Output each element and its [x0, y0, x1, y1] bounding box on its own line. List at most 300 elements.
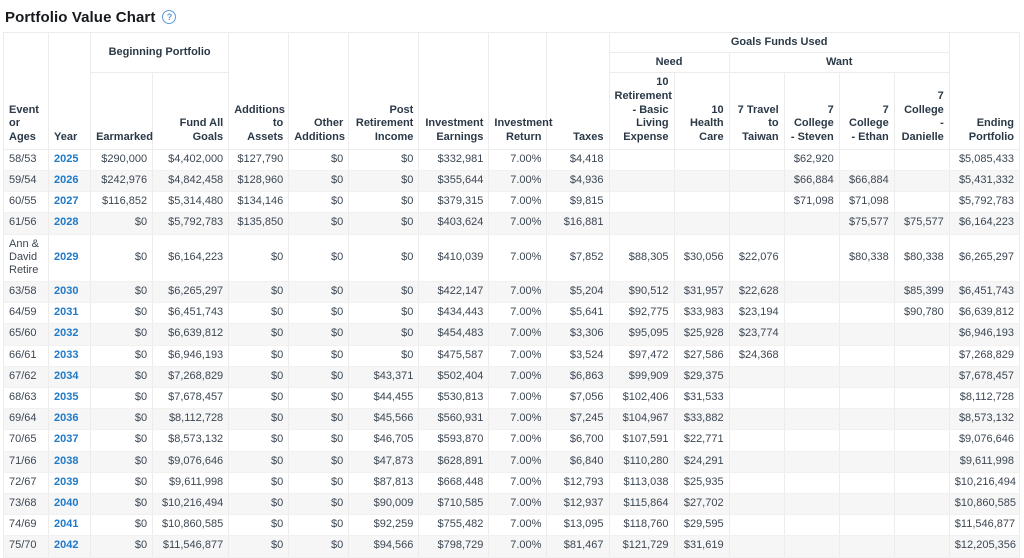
cell-college_ethan: $71,098 — [839, 192, 894, 213]
cell-retirement_basic_living_expense: $113,038 — [609, 472, 674, 493]
cell-ending_portfolio: $6,164,223 — [949, 213, 1019, 234]
year-link[interactable]: 2029 — [54, 250, 79, 263]
cell-college_ethan — [839, 282, 894, 303]
cell-health_care: $31,533 — [674, 388, 729, 409]
cell-event: 60/55 — [4, 192, 49, 213]
group-header-need: Need — [609, 53, 729, 73]
cell-travel_to_taiwan — [729, 536, 784, 557]
table-row — [4, 515, 1020, 536]
table-row — [4, 409, 1020, 430]
cell-year — [49, 515, 91, 536]
cell-additions_to_assets: $0 — [229, 282, 289, 303]
table-body — [4, 149, 1020, 557]
cell-health_care: $29,375 — [674, 366, 729, 387]
year-link[interactable]: 2042 — [54, 539, 79, 552]
cell-ending_portfolio: $12,205,356 — [949, 536, 1019, 557]
col-header-earmarked: Earmarked — [91, 73, 153, 150]
cell-other_additions: $0 — [289, 303, 349, 324]
cell-fund_all_goals: $8,573,132 — [153, 430, 229, 451]
cell-additions_to_assets: $0 — [229, 324, 289, 345]
cell-event: Ann & David Retire — [4, 234, 49, 282]
cell-earmarked: $0 — [91, 282, 153, 303]
cell-taxes: $7,245 — [547, 409, 609, 430]
cell-other_additions: $0 — [289, 324, 349, 345]
cell-college_steven — [784, 388, 839, 409]
cell-fund_all_goals: $6,451,743 — [153, 303, 229, 324]
cell-taxes: $9,815 — [547, 192, 609, 213]
cell-other_additions: $0 — [289, 472, 349, 493]
cell-event: 61/56 — [4, 213, 49, 234]
cell-event: 67/62 — [4, 366, 49, 387]
cell-other_additions: $0 — [289, 170, 349, 191]
cell-ending_portfolio: $10,216,494 — [949, 472, 1019, 493]
year-link[interactable]: 2025 — [54, 152, 79, 165]
cell-taxes: $4,936 — [547, 170, 609, 191]
cell-college_steven — [784, 536, 839, 557]
cell-college_steven — [784, 409, 839, 430]
cell-college_steven — [784, 472, 839, 493]
cell-travel_to_taiwan — [729, 366, 784, 387]
cell-fund_all_goals: $6,265,297 — [153, 282, 229, 303]
cell-travel_to_taiwan — [729, 149, 784, 170]
cell-post_retirement_income: $0 — [349, 345, 419, 366]
col-header-additions-to-assets: Additions to Assets — [229, 33, 289, 150]
cell-event: 64/59 — [4, 303, 49, 324]
cell-taxes: $6,840 — [547, 451, 609, 472]
cell-earmarked: $0 — [91, 324, 153, 345]
cell-college_danielle — [894, 149, 949, 170]
col-header-college-danielle: 7 College - Danielle — [894, 73, 949, 150]
cell-ending_portfolio: $10,860,585 — [949, 493, 1019, 514]
cell-investment_earnings: $755,482 — [419, 515, 489, 536]
cell-event: 63/58 — [4, 282, 49, 303]
col-header-fund-all-goals: Fund All Goals — [153, 73, 229, 150]
table-row — [4, 536, 1020, 557]
cell-college_danielle — [894, 536, 949, 557]
cell-post_retirement_income: $46,705 — [349, 430, 419, 451]
cell-college_ethan — [839, 451, 894, 472]
cell-travel_to_taiwan — [729, 430, 784, 451]
cell-earmarked: $0 — [91, 515, 153, 536]
cell-college_steven — [784, 234, 839, 282]
cell-taxes: $5,641 — [547, 303, 609, 324]
cell-ending_portfolio: $5,792,783 — [949, 192, 1019, 213]
table-row — [4, 213, 1020, 234]
cell-health_care: $30,056 — [674, 234, 729, 282]
cell-additions_to_assets: $135,850 — [229, 213, 289, 234]
cell-fund_all_goals: $10,860,585 — [153, 515, 229, 536]
cell-retirement_basic_living_expense: $104,967 — [609, 409, 674, 430]
cell-post_retirement_income: $0 — [349, 149, 419, 170]
cell-college_steven — [784, 282, 839, 303]
cell-retirement_basic_living_expense: $107,591 — [609, 430, 674, 451]
cell-earmarked: $0 — [91, 409, 153, 430]
cell-retirement_basic_living_expense: $110,280 — [609, 451, 674, 472]
col-header-year: Year — [49, 33, 91, 150]
cell-ending_portfolio: $5,085,433 — [949, 149, 1019, 170]
cell-travel_to_taiwan: $24,368 — [729, 345, 784, 366]
cell-post_retirement_income: $94,566 — [349, 536, 419, 557]
cell-earmarked: $0 — [91, 493, 153, 514]
year-link[interactable]: 2037 — [54, 433, 79, 446]
cell-other_additions: $0 — [289, 493, 349, 514]
cell-ending_portfolio: $11,546,877 — [949, 515, 1019, 536]
cell-event: 59/54 — [4, 170, 49, 191]
cell-travel_to_taiwan — [729, 472, 784, 493]
cell-ending_portfolio: $6,639,812 — [949, 303, 1019, 324]
cell-health_care: $29,595 — [674, 515, 729, 536]
cell-investment_return: 7.00% — [489, 282, 547, 303]
cell-ending_portfolio: $9,611,998 — [949, 451, 1019, 472]
cell-earmarked: $0 — [91, 366, 153, 387]
cell-college_ethan: $80,338 — [839, 234, 894, 282]
cell-fund_all_goals: $7,268,829 — [153, 366, 229, 387]
cell-retirement_basic_living_expense: $121,729 — [609, 536, 674, 557]
year-link[interactable]: 2031 — [54, 306, 79, 319]
cell-college_ethan — [839, 345, 894, 366]
table-row — [4, 282, 1020, 303]
cell-year — [49, 345, 91, 366]
cell-year — [49, 149, 91, 170]
cell-additions_to_assets: $0 — [229, 472, 289, 493]
cell-event: 73/68 — [4, 493, 49, 514]
cell-college_steven — [784, 430, 839, 451]
cell-health_care: $33,983 — [674, 303, 729, 324]
cell-year — [49, 213, 91, 234]
col-header-college-steven: 7 College - Steven — [784, 73, 839, 150]
col-header-investment-return: Investment Return — [489, 33, 547, 150]
cell-investment_return: 7.00% — [489, 324, 547, 345]
cell-investment_return: 7.00% — [489, 515, 547, 536]
cell-travel_to_taiwan — [729, 388, 784, 409]
cell-ending_portfolio: $8,112,728 — [949, 388, 1019, 409]
cell-investment_return: 7.00% — [489, 430, 547, 451]
cell-college_ethan — [839, 472, 894, 493]
cell-taxes: $12,793 — [547, 472, 609, 493]
cell-retirement_basic_living_expense — [609, 213, 674, 234]
year-link[interactable]: 2039 — [54, 475, 79, 488]
cell-event: 75/70 — [4, 536, 49, 557]
cell-investment_earnings: $454,483 — [419, 324, 489, 345]
cell-college_ethan — [839, 366, 894, 387]
cell-college_ethan — [839, 303, 894, 324]
cell-other_additions: $0 — [289, 515, 349, 536]
cell-earmarked: $0 — [91, 388, 153, 409]
cell-additions_to_assets: $0 — [229, 515, 289, 536]
cell-other_additions: $0 — [289, 282, 349, 303]
col-header-investment-earnings: Investment Earnings — [419, 33, 489, 150]
cell-earmarked: $0 — [91, 234, 153, 282]
page-title: Portfolio Value Chart — [5, 8, 156, 26]
cell-earmarked: $242,976 — [91, 170, 153, 191]
cell-fund_all_goals: $5,314,480 — [153, 192, 229, 213]
cell-additions_to_assets: $0 — [229, 345, 289, 366]
cell-ending_portfolio: $6,451,743 — [949, 282, 1019, 303]
year-link[interactable]: 2032 — [54, 327, 79, 340]
cell-travel_to_taiwan — [729, 515, 784, 536]
cell-college_steven — [784, 345, 839, 366]
cell-retirement_basic_living_expense: $118,760 — [609, 515, 674, 536]
year-link[interactable]: 2040 — [54, 496, 79, 509]
year-link[interactable]: 2034 — [54, 369, 79, 382]
cell-investment_return: 7.00% — [489, 303, 547, 324]
cell-investment_earnings: $403,624 — [419, 213, 489, 234]
cell-health_care: $31,619 — [674, 536, 729, 557]
cell-retirement_basic_living_expense — [609, 149, 674, 170]
year-link[interactable]: 2027 — [54, 195, 79, 208]
cell-other_additions: $0 — [289, 388, 349, 409]
table-row — [4, 366, 1020, 387]
cell-college_steven: $66,884 — [784, 170, 839, 191]
cell-fund_all_goals: $7,678,457 — [153, 388, 229, 409]
cell-post_retirement_income: $0 — [349, 192, 419, 213]
portfolio-value-table — [3, 32, 1020, 558]
cell-retirement_basic_living_expense: $95,095 — [609, 324, 674, 345]
cell-college_steven — [784, 451, 839, 472]
cell-college_ethan — [839, 409, 894, 430]
col-header-ending-portfolio: Ending Portfolio — [949, 33, 1019, 150]
cell-fund_all_goals: $6,639,812 — [153, 324, 229, 345]
cell-investment_return: 7.00% — [489, 409, 547, 430]
cell-ending_portfolio: $5,431,332 — [949, 170, 1019, 191]
cell-additions_to_assets: $128,960 — [229, 170, 289, 191]
table-row — [4, 451, 1020, 472]
cell-travel_to_taiwan — [729, 192, 784, 213]
title-bar — [0, 0, 1024, 32]
cell-earmarked: $116,852 — [91, 192, 153, 213]
table-row — [4, 192, 1020, 213]
year-link[interactable]: 2028 — [54, 216, 79, 229]
cell-taxes: $13,095 — [547, 515, 609, 536]
cell-post_retirement_income: $0 — [349, 234, 419, 282]
help-icon[interactable]: ? — [162, 10, 176, 24]
cell-earmarked: $0 — [91, 430, 153, 451]
cell-college_danielle — [894, 170, 949, 191]
cell-college_danielle — [894, 430, 949, 451]
cell-college_danielle — [894, 493, 949, 514]
cell-taxes: $16,881 — [547, 213, 609, 234]
cell-year — [49, 192, 91, 213]
cell-college_ethan — [839, 149, 894, 170]
cell-retirement_basic_living_expense — [609, 170, 674, 191]
cell-health_care — [674, 192, 729, 213]
cell-post_retirement_income: $92,259 — [349, 515, 419, 536]
cell-health_care — [674, 170, 729, 191]
cell-taxes: $5,204 — [547, 282, 609, 303]
cell-post_retirement_income: $45,566 — [349, 409, 419, 430]
cell-college_danielle — [894, 472, 949, 493]
cell-additions_to_assets: $0 — [229, 493, 289, 514]
cell-fund_all_goals: $9,076,646 — [153, 451, 229, 472]
col-header-college-ethan: 7 College - Ethan — [839, 73, 894, 150]
cell-investment_earnings: $379,315 — [419, 192, 489, 213]
group-header-beginning-portfolio: Beginning Portfolio — [91, 33, 229, 73]
cell-event: 72/67 — [4, 472, 49, 493]
cell-investment_return: 7.00% — [489, 451, 547, 472]
cell-other_additions: $0 — [289, 213, 349, 234]
year-link[interactable]: 2030 — [54, 285, 79, 298]
group-header-want: Want — [729, 53, 949, 73]
cell-investment_earnings: $628,891 — [419, 451, 489, 472]
cell-other_additions: $0 — [289, 451, 349, 472]
cell-other_additions: $0 — [289, 366, 349, 387]
cell-travel_to_taiwan: $22,628 — [729, 282, 784, 303]
cell-college_steven — [784, 303, 839, 324]
cell-travel_to_taiwan: $23,774 — [729, 324, 784, 345]
cell-investment_return: 7.00% — [489, 192, 547, 213]
cell-post_retirement_income: $47,873 — [349, 451, 419, 472]
year-link[interactable]: 2035 — [54, 391, 79, 403]
cell-earmarked: $0 — [91, 472, 153, 493]
cell-travel_to_taiwan: $23,194 — [729, 303, 784, 324]
cell-year — [49, 366, 91, 387]
cell-retirement_basic_living_expense: $115,864 — [609, 493, 674, 514]
cell-year — [49, 234, 91, 282]
cell-taxes: $3,524 — [547, 345, 609, 366]
cell-post_retirement_income: $0 — [349, 282, 419, 303]
table-row — [4, 170, 1020, 191]
cell-investment_return: 7.00% — [489, 536, 547, 557]
cell-fund_all_goals: $6,946,193 — [153, 345, 229, 366]
table-row — [4, 430, 1020, 451]
cell-health_care: $25,935 — [674, 472, 729, 493]
cell-fund_all_goals: $9,611,998 — [153, 472, 229, 493]
cell-other_additions: $0 — [289, 234, 349, 282]
cell-college_steven — [784, 515, 839, 536]
cell-fund_all_goals: $10,216,494 — [153, 493, 229, 514]
col-header-travel-to-taiwan: 7 Travel to Taiwan — [729, 73, 784, 150]
col-header-event-or-ages: Event or Ages — [4, 33, 49, 150]
cell-college_ethan — [839, 536, 894, 557]
col-header-health-care: 10 Health Care — [674, 73, 729, 150]
cell-post_retirement_income: $90,009 — [349, 493, 419, 514]
year-link[interactable]: 2038 — [54, 454, 79, 467]
cell-travel_to_taiwan — [729, 213, 784, 234]
cell-investment_return: 7.00% — [489, 149, 547, 170]
cell-investment_return: 7.00% — [489, 213, 547, 234]
cell-earmarked: $0 — [91, 536, 153, 557]
cell-additions_to_assets: $0 — [229, 451, 289, 472]
table-row — [4, 149, 1020, 170]
cell-fund_all_goals: $8,112,728 — [153, 409, 229, 430]
cell-additions_to_assets: $0 — [229, 234, 289, 282]
year-link[interactable]: 2041 — [54, 518, 79, 531]
cell-travel_to_taiwan — [729, 170, 784, 191]
table-row — [4, 234, 1020, 282]
year-link[interactable]: 2026 — [54, 173, 79, 186]
cell-additions_to_assets: $0 — [229, 366, 289, 387]
cell-additions_to_assets: $0 — [229, 430, 289, 451]
cell-college_ethan: $66,884 — [839, 170, 894, 191]
cell-retirement_basic_living_expense: $92,775 — [609, 303, 674, 324]
cell-investment_return: 7.00% — [489, 345, 547, 366]
cell-taxes: $6,863 — [547, 366, 609, 387]
cell-other_additions: $0 — [289, 430, 349, 451]
cell-post_retirement_income: $0 — [349, 324, 419, 345]
table-row — [4, 303, 1020, 324]
cell-investment_earnings: $530,813 — [419, 388, 489, 409]
cell-investment_return: 7.00% — [489, 234, 547, 282]
cell-post_retirement_income: $0 — [349, 303, 419, 324]
cell-earmarked: $0 — [91, 451, 153, 472]
cell-ending_portfolio: $7,678,457 — [949, 366, 1019, 387]
cell-ending_portfolio: $6,946,193 — [949, 324, 1019, 345]
cell-year — [49, 170, 91, 191]
cell-college_ethan — [839, 388, 894, 409]
cell-additions_to_assets: $127,790 — [229, 149, 289, 170]
cell-additions_to_assets: $0 — [229, 303, 289, 324]
cell-college_steven — [784, 493, 839, 514]
cell-college_ethan: $75,577 — [839, 213, 894, 234]
cell-retirement_basic_living_expense — [609, 192, 674, 213]
cell-other_additions: $0 — [289, 409, 349, 430]
cell-college_steven — [784, 324, 839, 345]
year-link[interactable]: 2033 — [54, 348, 79, 361]
table-row — [4, 472, 1020, 493]
cell-college_danielle — [894, 192, 949, 213]
cell-taxes: $81,467 — [547, 536, 609, 557]
cell-investment_earnings: $422,147 — [419, 282, 489, 303]
cell-earmarked: $0 — [91, 345, 153, 366]
cell-college_danielle: $75,577 — [894, 213, 949, 234]
cell-event: 66/61 — [4, 345, 49, 366]
cell-event: 70/65 — [4, 430, 49, 451]
cell-investment_earnings: $593,870 — [419, 430, 489, 451]
cell-additions_to_assets: $134,146 — [229, 192, 289, 213]
cell-year — [49, 493, 91, 514]
cell-year — [49, 409, 91, 430]
cell-college_danielle — [894, 451, 949, 472]
cell-investment_return: 7.00% — [489, 170, 547, 191]
cell-taxes: $4,418 — [547, 149, 609, 170]
cell-post_retirement_income: $0 — [349, 213, 419, 234]
cell-year — [49, 430, 91, 451]
cell-fund_all_goals: $4,402,000 — [153, 149, 229, 170]
cell-health_care: $25,928 — [674, 324, 729, 345]
group-header-goals-funds-used: Goals Funds Used — [609, 33, 949, 53]
cell-investment_earnings: $475,587 — [419, 345, 489, 366]
table-row — [4, 493, 1020, 514]
year-link[interactable]: 2036 — [54, 412, 79, 425]
cell-investment_earnings: $410,039 — [419, 234, 489, 282]
cell-college_danielle: $90,780 — [894, 303, 949, 324]
cell-event: 58/53 — [4, 149, 49, 170]
cell-post_retirement_income: $87,813 — [349, 472, 419, 493]
cell-event: 71/66 — [4, 451, 49, 472]
cell-college_danielle — [894, 345, 949, 366]
cell-college_danielle — [894, 409, 949, 430]
cell-taxes: $3,306 — [547, 324, 609, 345]
cell-additions_to_assets: $0 — [229, 409, 289, 430]
cell-earmarked: $290,000 — [91, 149, 153, 170]
cell-investment_earnings: $668,448 — [419, 472, 489, 493]
col-header-post-retirement-income: Post Retirement Income — [349, 33, 419, 150]
cell-investment_return: 7.00% — [489, 366, 547, 387]
cell-other_additions: $0 — [289, 345, 349, 366]
cell-college_danielle: $80,338 — [894, 234, 949, 282]
cell-other_additions: $0 — [289, 536, 349, 557]
cell-travel_to_taiwan: $22,076 — [729, 234, 784, 282]
cell-college_danielle — [894, 366, 949, 387]
cell-health_care: $22,771 — [674, 430, 729, 451]
cell-health_care: $33,882 — [674, 409, 729, 430]
cell-retirement_basic_living_expense: $99,909 — [609, 366, 674, 387]
cell-taxes: $7,056 — [547, 388, 609, 409]
cell-retirement_basic_living_expense: $90,512 — [609, 282, 674, 303]
cell-health_care: $27,586 — [674, 345, 729, 366]
cell-fund_all_goals: $11,546,877 — [153, 536, 229, 557]
table-row — [4, 345, 1020, 366]
